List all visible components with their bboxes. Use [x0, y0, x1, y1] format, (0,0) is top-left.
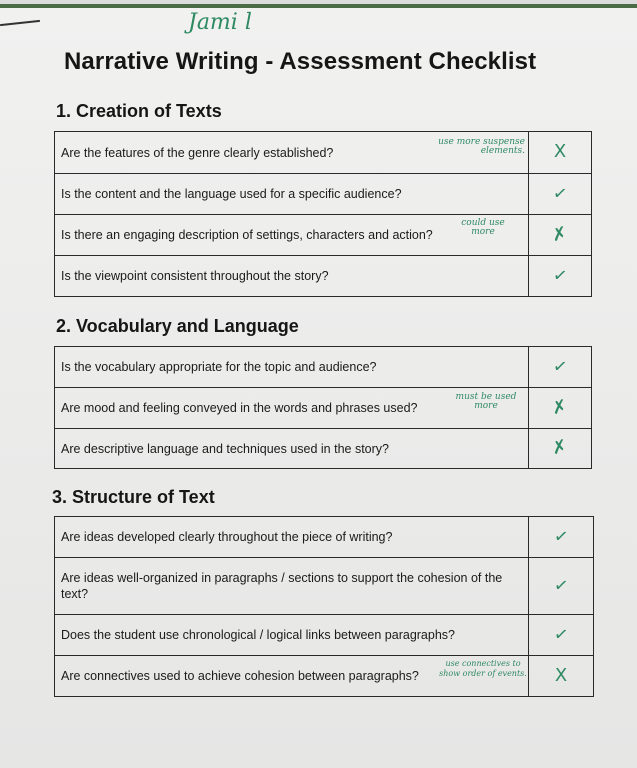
question-cell: [55, 256, 529, 297]
check-icon: ✓: [552, 525, 570, 548]
mark-cell: [529, 388, 592, 429]
question-cell: [55, 347, 529, 388]
table-row: [55, 256, 592, 297]
question-cell: [55, 388, 529, 429]
section-heading-3: 3. Structure of Text: [52, 487, 215, 507]
question-cell: [55, 558, 529, 615]
question-text: Is the content and the language used for a specific audience?: [61, 187, 402, 201]
check-icon: ✓: [551, 355, 569, 378]
mark-cell: [529, 347, 592, 388]
teacher-note: use more suspense elements.: [438, 137, 525, 156]
question-text: Are ideas developed clearly throughout the piece of writing?: [61, 530, 393, 544]
table-row: [55, 615, 594, 656]
pen-mark: [0, 20, 40, 26]
teacher-note: must be used more: [455, 392, 517, 411]
table-row: [55, 429, 592, 469]
teacher-note: could use more: [461, 218, 505, 237]
student-name-handwritten: Jami l: [188, 10, 252, 35]
question-text: Does the student use chronological / logical links between paragraphs?: [61, 628, 455, 642]
mark-cell: [529, 174, 592, 215]
question-text: Are ideas well-organized in paragraphs / sections to support the cohesion of the text?: [61, 571, 503, 601]
mark-cell: [529, 656, 594, 697]
table-row: [55, 174, 592, 215]
question-text: Are the features of the genre clearly established?: [61, 145, 334, 160]
half-check-icon: ✗: [550, 435, 570, 460]
teacher-note: use connectives to show order of events.: [439, 659, 527, 678]
question-text: Is the vocabulary appropriate for the topic and audience?: [61, 360, 377, 374]
mark-cell: [529, 558, 594, 615]
check-icon: ✓: [552, 574, 570, 597]
half-check-icon: ✗: [550, 222, 570, 246]
section-table-1: [54, 131, 592, 297]
cross-icon: X: [553, 141, 567, 162]
table-row: [55, 347, 592, 388]
question-cell: [55, 174, 529, 215]
question-text: Are descriptive language and techniques used in the story?: [61, 441, 389, 456]
table-row: [55, 656, 594, 697]
question-cell: [55, 615, 529, 656]
section-table-2: [54, 346, 592, 469]
question-text: Is the viewpoint consistent throughout the story?: [61, 269, 329, 283]
question-cell: [55, 132, 529, 174]
check-icon: ✓: [551, 264, 569, 287]
section-heading-1: 1. Creation of Texts: [56, 101, 222, 121]
section-heading-2: 2. Vocabulary and Language: [56, 316, 299, 336]
top-edge: [0, 4, 637, 8]
table-row: [55, 388, 592, 429]
question-text: Is there an engaging description of settings, characters and action?: [61, 228, 433, 242]
mark-cell: [529, 615, 594, 656]
check-icon: ✓: [552, 623, 570, 646]
table-row: [55, 132, 592, 174]
page-title: Narrative Writing - Assessment Checklist: [64, 48, 537, 75]
table-row: [55, 517, 594, 558]
half-check-icon: ✗: [550, 395, 570, 419]
question-cell: [55, 215, 529, 256]
mark-cell: [529, 429, 592, 469]
question-text: Are mood and feeling conveyed in the words and phrases used?: [61, 401, 418, 415]
question-cell: [55, 429, 529, 469]
mark-cell: [529, 132, 592, 174]
mark-cell: [529, 215, 592, 256]
table-row: [55, 558, 594, 615]
question-cell: [55, 656, 529, 697]
cross-icon: X: [554, 664, 568, 686]
question-cell: [55, 517, 529, 558]
mark-cell: [529, 517, 594, 558]
question-text: Are connectives used to achieve cohesion between paragraphs?: [61, 669, 419, 683]
check-icon: ✓: [551, 182, 569, 205]
checklist-sheet: [0, 4, 637, 768]
mark-cell: [529, 256, 592, 297]
section-table-3: [54, 516, 594, 697]
table-row: [55, 215, 592, 256]
